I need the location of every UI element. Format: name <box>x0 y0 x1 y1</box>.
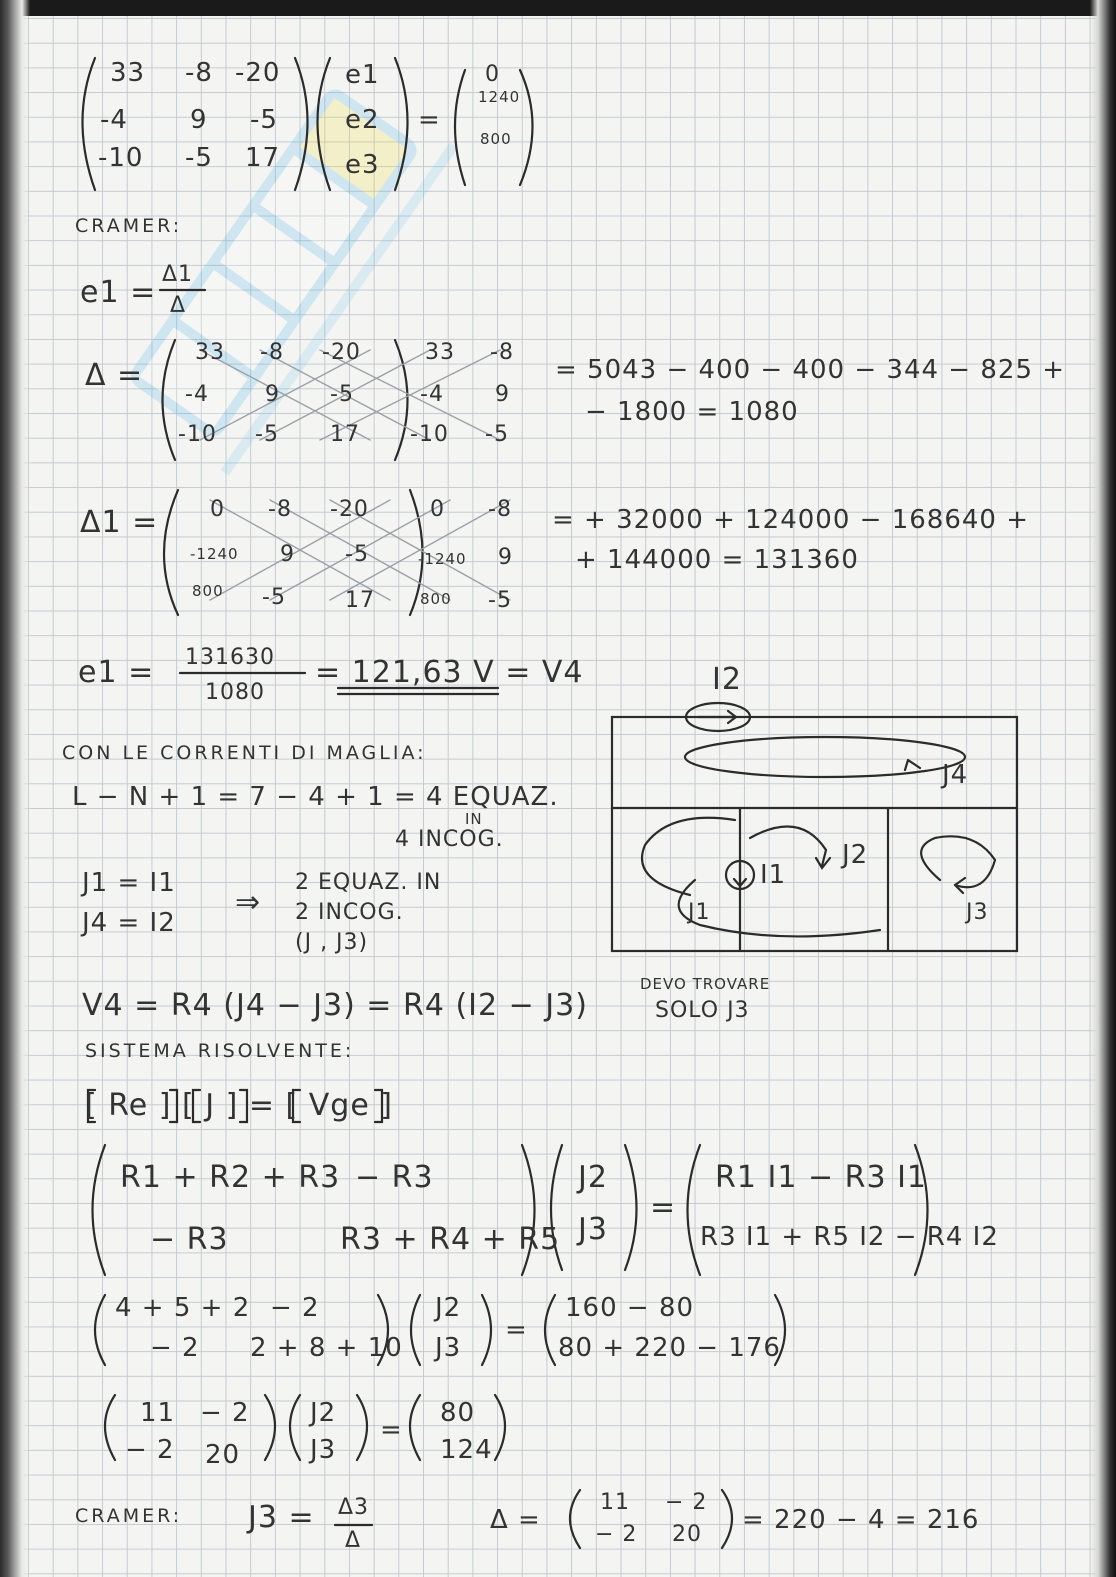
d-r3c4: -10 <box>410 422 449 447</box>
d-r2c4: -4 <box>420 382 444 407</box>
d1-r1c5: -8 <box>488 497 512 522</box>
d1-r1c3: -20 <box>330 497 369 522</box>
m1-r1c3: -20 <box>235 58 281 88</box>
num1-b1: 160 − 80 <box>565 1293 695 1323</box>
circuit-label-I1: I1 <box>760 860 787 890</box>
d1-r3c2: -5 <box>262 585 286 610</box>
sym-r12: − R3 <box>355 1160 434 1195</box>
num2-b1: 80 <box>440 1398 476 1428</box>
m1-unknown-1: e1 <box>345 60 380 90</box>
num1-b2: 80 + 220 − 176 <box>558 1333 781 1363</box>
d-r1c4: 33 <box>425 340 455 365</box>
d1-r3c5: -5 <box>488 588 512 613</box>
circuit-label-J1: J1 <box>688 900 711 925</box>
delta-result-1: = 5043 − 400 − 400 − 344 − 825 + <box>555 355 1066 385</box>
sym-equals: = <box>650 1190 677 1225</box>
e1-result-lhs: e1 = <box>78 655 155 690</box>
reduce-line-2: 2 INCOG. <box>295 900 404 925</box>
implies-arrow: ⇒ <box>235 885 262 920</box>
m1-r1c1: 33 <box>110 58 146 88</box>
mesh-heading: CON LE CORRENTI DI MAGLIA: <box>62 742 427 764</box>
m1-r3c1: -10 <box>98 143 144 173</box>
d-r1c2: -8 <box>260 340 284 365</box>
num1-r11: 4 + 5 + 2 <box>115 1293 251 1323</box>
final-result: = 220 − 4 = 216 <box>742 1505 980 1535</box>
m1-r2c2: 9 <box>190 105 208 135</box>
e1-den: Δ <box>170 293 187 318</box>
d1-r2c4: -1240 <box>418 550 467 568</box>
sym-b1: R1 I1 − R3 I1 <box>715 1160 928 1195</box>
num2-u1: J2 <box>310 1398 337 1428</box>
final-d21: − 2 <box>595 1522 638 1547</box>
delta-label: Δ = <box>85 358 144 393</box>
num2-r21: − 2 <box>125 1435 175 1465</box>
v4-equation: V4 = R4 (J4 − J3) = R4 (I2 − J3) <box>82 988 588 1023</box>
d1-r3c3: 17 <box>345 588 375 613</box>
final-num: Δ3 <box>338 1495 370 1520</box>
final-j3: J3 = <box>248 1500 315 1535</box>
in-line: IN <box>465 810 483 828</box>
d-r1c5: -8 <box>490 340 514 365</box>
num1-equals: = <box>505 1315 528 1345</box>
d-r3c3: 17 <box>330 422 360 447</box>
sym-r22: R3 + R4 + R5 <box>340 1222 561 1257</box>
num2-r22: 20 <box>205 1440 241 1470</box>
reduce-line-1: 2 EQUAZ. IN <box>295 870 442 895</box>
num2-u2: J3 <box>310 1435 337 1465</box>
num1-r12: − 2 <box>270 1293 320 1323</box>
d-r2c1: -4 <box>185 382 209 407</box>
d1-r1c2: -8 <box>268 497 292 522</box>
m1-unknown-2: e2 <box>345 105 380 135</box>
d-r3c2: -5 <box>255 422 279 447</box>
j1-equation: J1 = I1 <box>82 868 176 898</box>
num1-r21: − 2 <box>150 1333 200 1363</box>
d1-r2c1: -1240 <box>190 545 239 563</box>
l-n-line: L − N + 1 = 7 − 4 + 1 = 4 EQUAZ. <box>72 782 559 812</box>
final-delta-label: Δ = <box>490 1505 541 1535</box>
sym-u1: J2 <box>578 1160 608 1195</box>
sym-u2: J3 <box>578 1212 608 1247</box>
d1-r1c1: 0 <box>210 497 225 522</box>
num1-u1: J2 <box>435 1293 462 1323</box>
circuit-label-J3: J3 <box>966 900 989 925</box>
devo-line-2: SOLO J3 <box>655 998 750 1023</box>
delta1-result-2: + 144000 = 131360 <box>575 545 859 575</box>
delta1-result-1: = + 32000 + 124000 − 168640 + <box>552 505 1029 535</box>
e1-num: Δ1 <box>162 262 194 287</box>
num2-b2: 124 <box>440 1435 493 1465</box>
sym-r21: − R3 <box>150 1222 229 1257</box>
sym-r11: R1 + R2 + R3 <box>120 1160 341 1195</box>
d1-r3c1: 800 <box>192 582 224 600</box>
d-r2c3: -5 <box>330 382 354 407</box>
delta-result-2: − 1800 = 1080 <box>585 397 799 427</box>
num2-r12: − 2 <box>200 1398 250 1428</box>
d-r1c3: -20 <box>322 340 361 365</box>
j4-equation: J4 = I2 <box>82 908 176 938</box>
d1-r2c2: 9 <box>280 542 295 567</box>
m1-r1c2: -8 <box>185 58 213 88</box>
m1-r2c1: -4 <box>100 105 128 135</box>
cramer-label: CRAMER: <box>75 215 183 237</box>
sistema-heading: SISTEMA RISOLVENTE: <box>85 1040 355 1062</box>
delta1-label: Δ1 = <box>80 505 159 540</box>
incog-line: 4 INCOG. <box>395 827 504 852</box>
d1-r2c3: -5 <box>345 542 369 567</box>
num1-r22: 2 + 8 + 10 <box>250 1333 403 1363</box>
m1-unknown-3: e3 <box>345 150 380 180</box>
m1-rhs-1: 0 <box>485 62 500 87</box>
matrix-equation: [ Re ] [ J ] = [ Vge ] <box>85 1088 394 1123</box>
m1-rhs-2: 1240 <box>478 88 521 106</box>
d1-r2c5: 9 <box>498 545 513 570</box>
final-den: Δ <box>345 1528 362 1553</box>
d-r3c1: -10 <box>178 422 217 447</box>
d1-r1c4: 0 <box>430 497 445 522</box>
final-d22: 20 <box>672 1522 702 1547</box>
devo-line-1: DEVO TROVARE <box>640 975 771 993</box>
final-d12: − 2 <box>665 1490 708 1515</box>
m1-r3c3: 17 <box>245 143 281 173</box>
d-r3c5: -5 <box>485 422 509 447</box>
m1-rhs-3: 800 <box>480 130 512 148</box>
num1-u2: J3 <box>435 1333 462 1363</box>
num2-equals: = <box>380 1415 403 1445</box>
num2-r11: 11 <box>140 1398 176 1428</box>
circuit-label-J2: J2 <box>842 840 869 870</box>
final-cramer-label: CRAMER: <box>75 1505 183 1527</box>
e1-result-value: = 121,63 V = V4 <box>315 655 584 690</box>
reduce-line-3: (J , J3) <box>295 930 369 955</box>
e1-result-num: 131630 <box>185 645 275 670</box>
circuit-label-I2: I2 <box>712 662 742 697</box>
d1-r3c4: 800 <box>420 590 452 608</box>
sym-b2: R3 I1 + R5 I2 − R4 I2 <box>700 1222 999 1252</box>
circuit-label-J4: J4 <box>942 760 969 790</box>
e1-result-den: 1080 <box>205 680 265 705</box>
m1-r3c2: -5 <box>185 143 213 173</box>
d-r2c2: 9 <box>265 382 280 407</box>
d-r2c5: 9 <box>495 382 510 407</box>
e1-lhs: e1 = <box>80 275 157 310</box>
d-r1c1: 33 <box>195 340 225 365</box>
final-d11: 11 <box>600 1490 630 1515</box>
m1-r2c3: -5 <box>250 105 278 135</box>
m1-equals: = <box>418 105 441 135</box>
